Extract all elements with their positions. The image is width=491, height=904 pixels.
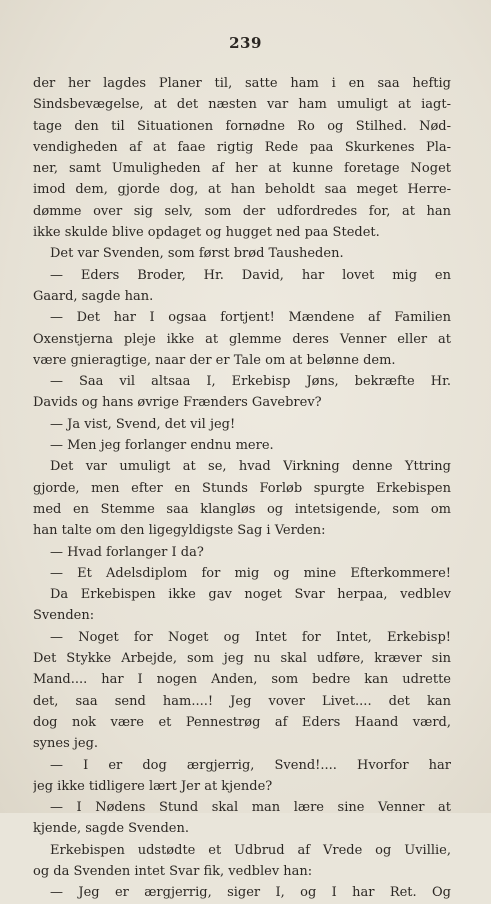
text-line: Davids og hans øvrige Frænders Gavebrev? (33, 395, 322, 411)
text-line: Det var umuligt at se, hvad Virkning denne Yttring (50, 459, 451, 475)
text-line: — Noget for Noget og Intet for Intet, Erkebisp! (50, 629, 451, 645)
text-line: — Saa vil altsaa I, Erkebisp Jøns, bekræfte Hr. (50, 374, 451, 390)
text-line: — Et Adelsdiplom for mig og mine Efterkommere! (50, 565, 451, 581)
text-line: Erkebispen udstødte et Udbrud af Vrede og Uvillie, (50, 842, 451, 858)
text-line: han talte om den ligegyldigste Sag i Verden: (33, 523, 326, 539)
text-line: ikke skulde blive opdaget og hugget ned paa Stedet. (33, 225, 380, 241)
text-line: det, saa send ham....! Jeg vover Livet.... det kan (33, 693, 451, 709)
text-line: Mand.... har I nogen Anden, som bedre kan udrette (33, 672, 451, 688)
text-line: kjende, sagde Svenden. (33, 821, 189, 837)
text-line: — Jeg er ærgjerrig, siger I, og I har Ret. Og (50, 885, 451, 901)
text-line: Svenden: (33, 608, 95, 624)
text-line: Da Erkebispen ikke gav noget Svar herpaa, vedblev (50, 587, 451, 603)
text-line: med en Stemme saa klangløs og intetsigende, som om (33, 501, 451, 517)
text-line: jeg ikke tidligere lært Jer at kjende? (33, 778, 273, 794)
text-line: ner, samt Umuligheden af her at kunne foretage Noget (33, 161, 451, 177)
text-line: — Hvad forlanger I da? (50, 544, 204, 560)
text-line: Det Stykke Arbejde, som jeg nu skal udføre, kræver sin (33, 651, 451, 667)
text-line: dog nok være et Pennestrøg af Eders Haand værd, (33, 714, 451, 730)
text-line: Oxenstjerna pleje ikke at glemme deres Venner eller at (33, 331, 451, 347)
text-line: Gaard, sagde han. (33, 288, 154, 304)
text-line: tage den til Situationen fornødne Ro og Stilhed. Nød- (33, 118, 451, 134)
text-line: — Eders Broder, Hr. David, har lovet mig en (50, 267, 451, 283)
text-line: — Men jeg forlanger endnu mere. (50, 438, 274, 454)
text-line: — Det har I ogsaa fortjent! Mændene af Familien (50, 310, 451, 326)
text-line: og da Svenden intet Svar fik, vedblev han: (33, 863, 313, 879)
text-line: der her lagdes Planer til, satte ham i en saa heftig (33, 76, 451, 91)
text-line: synes jeg. (33, 736, 99, 752)
text-line: imod dem, gjorde dog, at han beholdt saa meget Herre- (33, 182, 451, 198)
text-line: være gnieragtige, naar der er Tale om at belønne dem. (33, 352, 396, 368)
text-line: gjorde, men efter en Stunds Forløb spurgte Erkebispen (33, 480, 451, 496)
text-line: — I er dog ærgjerrig, Svend!.... Hvorfor har (50, 757, 451, 773)
text-line: — I Nødens Stund skal man lære sine Venner at (50, 800, 451, 816)
page-number: 239 (229, 34, 262, 52)
text-line: Sindsbevægelse, at det næsten var ham umuligt at iagt- (33, 97, 451, 113)
text-line: vendigheden af at faae rigtig Rede paa Skurkenes Pla- (33, 139, 451, 155)
text-line: dømme over sig selv, som der udfordredes for, at han (33, 203, 451, 219)
body-text (33, 73, 451, 904)
text-line: — Ja vist, Svend, det vil jeg! (50, 416, 236, 432)
text-line: Det var Svenden, som først brød Tausheden. (50, 246, 344, 262)
